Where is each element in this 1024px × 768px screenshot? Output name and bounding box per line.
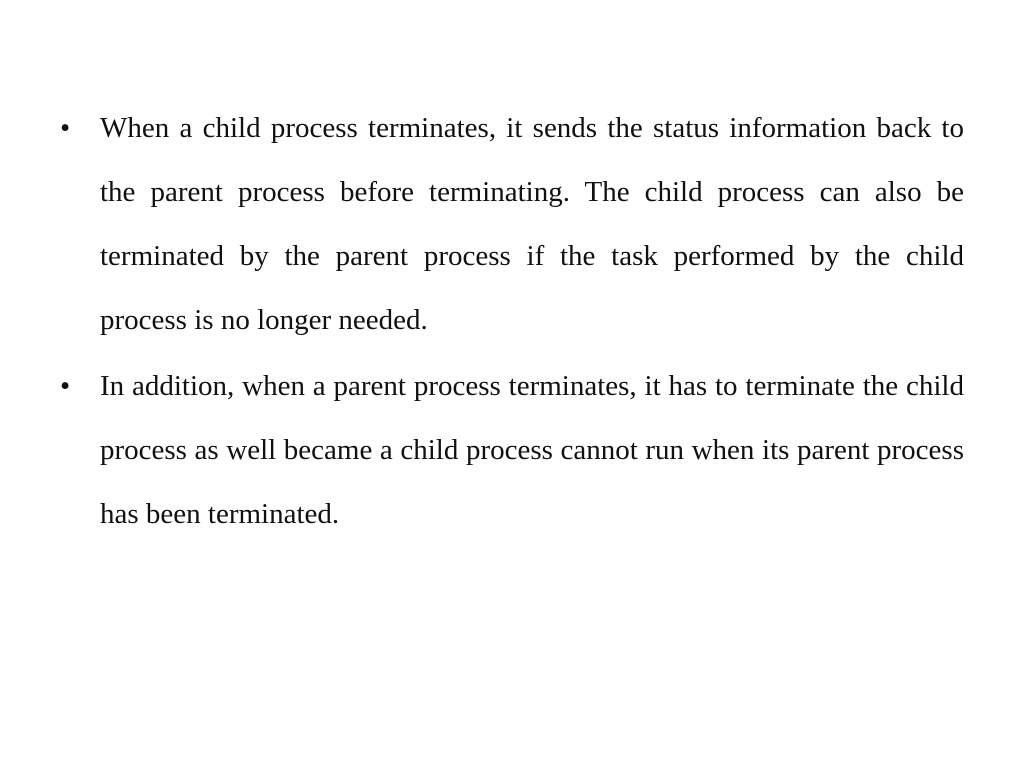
bullet-icon: • <box>60 370 71 402</box>
bullet-item-child-terminates <box>56 96 964 352</box>
bullet-text: When a child process terminates, it sends the status information back to the parent process before terminating. The child process can also be terminated by the parent process if the task performed by the child process is no longer needed. <box>100 112 964 336</box>
bullet-list <box>56 96 964 548</box>
bullet-icon: • <box>60 112 71 144</box>
bullet-text: In addition, when a parent process terminates, it has to terminate the child process as well became a child process cannot run when its parent process has been terminated. <box>100 370 964 530</box>
bullet-item-parent-terminates <box>56 354 964 546</box>
